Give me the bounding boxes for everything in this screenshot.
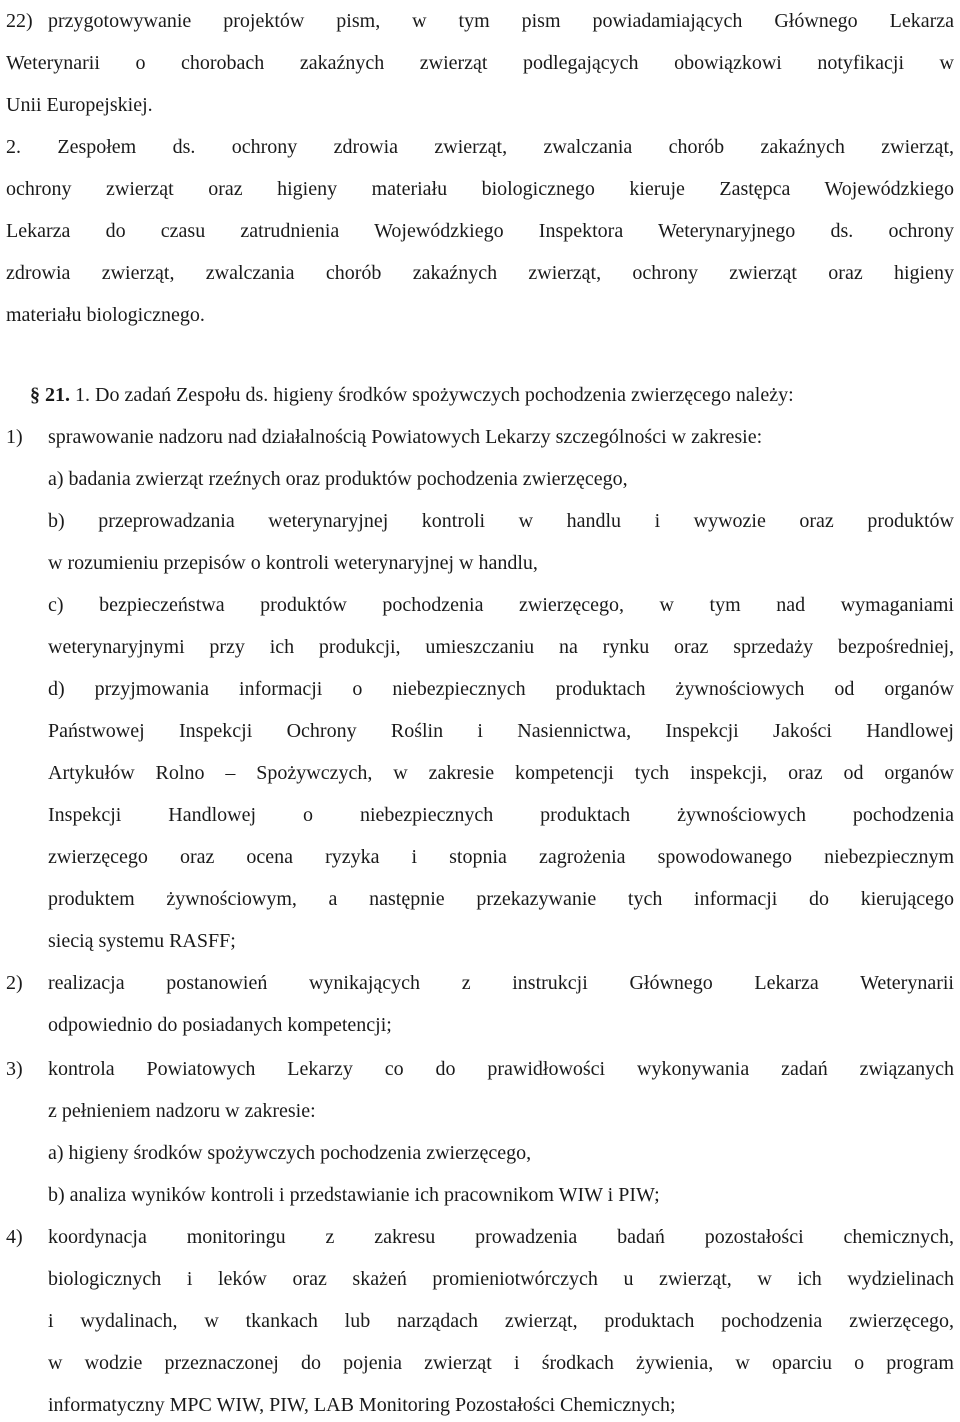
paragraph-line: z pełnieniem nadzoru w zakresie: — [48, 1100, 316, 1122]
paragraph-line: weterynaryjnymi przy ich produkcji, umieszczaniu na rynku oraz sprzedaży bezpośredniej, — [48, 636, 954, 658]
paragraph-line: w wodzie przeznaczonej do pojenia zwierząt i środkach żywienia, w oparciu o program — [48, 1352, 954, 1374]
paragraph-line: koordynacja monitoringu z zakresu prowadzenia badań pozostałości chemicznych, — [48, 1226, 954, 1248]
section-number: § 21. — [30, 384, 70, 406]
paragraph-line: zdrowia zwierząt, zwalczania chorób zakaźnych zwierząt, ochrony zwierząt oraz higieny — [6, 262, 954, 284]
paragraph-line: kontrola Powiatowych Lekarzy co do prawidłowości wykonywania zadań związanych — [48, 1058, 954, 1080]
paragraph-line: a) badania zwierząt rzeźnych oraz produktów pochodzenia zwierzęcego, — [48, 468, 628, 490]
paragraph-line: Unii Europejskiej. — [6, 94, 153, 116]
paragraph-line: siecią systemu RASFF; — [48, 930, 236, 952]
paragraph-line: b) analiza wyników kontroli i przedstawianie ich pracownikom WIW i PIW; — [48, 1184, 660, 1206]
paragraph-line: produktem żywnościowym, a następnie przekazywanie tych informacji do kierującego — [48, 888, 954, 910]
paragraph-line: Weterynarii o chorobach zakaźnych zwierząt podlegających obowiązkowi notyfikacji w — [6, 52, 954, 74]
paragraph-line: informatyczny MPC WIW, PIW, LAB Monitoring Pozostałości Chemicznych; — [48, 1394, 676, 1416]
list-number: 3) — [6, 1058, 23, 1080]
paragraph-line: sprawowanie nadzoru nad działalnością Powiatowych Lekarzy szczególności w zakresie: — [48, 426, 763, 448]
paragraph-line: materiału biologicznego. — [6, 304, 205, 326]
paragraph-line: d) przyjmowania informacji o niebezpiecznych produktach żywnościowych od organów — [48, 678, 954, 700]
list-number: 4) — [6, 1226, 23, 1248]
paragraph-line: zwierzęcego oraz ocena ryzyka i stopnia zagrożenia spowodowanego niebezpiecznym — [48, 846, 954, 868]
paragraph-line: 2. Zespołem ds. ochrony zdrowia zwierząt, zwalczania chorób zakaźnych zwierząt, — [6, 136, 954, 158]
paragraph-line: i wydalinach, w tkankach lub narządach zwierząt, produktach pochodzenia zwierzęcego, — [48, 1310, 954, 1332]
paragraph-line: ochrony zwierząt oraz higieny materiału biologicznego kieruje Zastępca Wojewódzkiego — [6, 178, 954, 200]
list-number: 1) — [6, 426, 23, 448]
paragraph-line: Inspekcji Handlowej o niebezpiecznych produktach żywnościowych pochodzenia — [48, 804, 954, 826]
paragraph-line: c) bezpieczeństwa produktów pochodzenia zwierzęcego, w tym nad wymaganiami — [48, 594, 954, 616]
paragraph-line: odpowiednio do posiadanych kompetencji; — [48, 1014, 392, 1036]
list-number: 22) — [6, 10, 33, 32]
paragraph-line: przygotowywanie projektów pism, w tym pism powiadamiających Głównego Lekarza — [48, 10, 954, 32]
paragraph-line: Lekarza do czasu zatrudnienia Wojewódzkiego Inspektora Weterynaryjnego ds. ochrony — [6, 220, 954, 242]
list-number: 2) — [6, 972, 23, 994]
paragraph-line: w rozumieniu przepisów o kontroli weterynaryjnej w handlu, — [48, 552, 538, 574]
paragraph-line: b) przeprowadzania weterynaryjnej kontroli w handlu i wywozie oraz produktów — [48, 510, 954, 532]
paragraph-line: biologicznych i leków oraz skażeń promieniotwórczych u zwierząt, w ich wydzielinach — [48, 1268, 954, 1290]
paragraph-line: realizacja postanowień wynikających z instrukcji Głównego Lekarza Weterynarii — [48, 972, 954, 994]
section-heading-text: 1. Do zadań Zespołu ds. higieny środków spożywczych pochodzenia zwierzęcego należy: — [70, 384, 794, 406]
paragraph-line: a) higieny środków spożywczych pochodzenia zwierzęcego, — [48, 1142, 532, 1164]
section-heading — [30, 380, 794, 410]
paragraph-line: Państwowej Inspekcji Ochrony Roślin i Nasiennictwa, Inspekcji Jakości Handlowej — [48, 720, 954, 742]
paragraph-line: Artykułów Rolno – Spożywczych, w zakresie kompetencji tych inspekcji, oraz od organów — [48, 762, 954, 784]
